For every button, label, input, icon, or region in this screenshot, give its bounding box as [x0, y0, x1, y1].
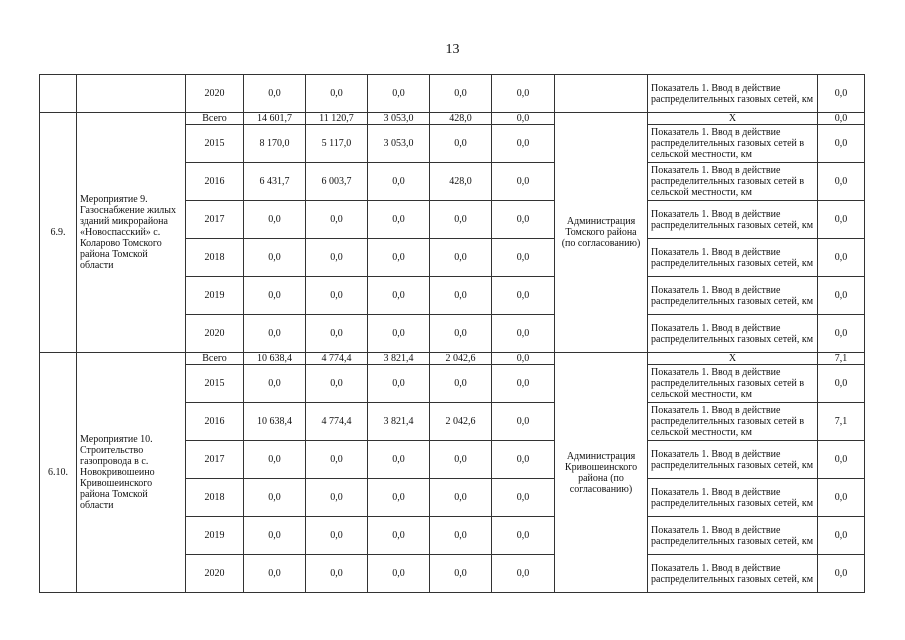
regional-cell: 0,0: [368, 517, 430, 555]
total-cell: 0,0: [244, 365, 306, 403]
regional-cell: 0,0: [368, 239, 430, 277]
indicator-cell: Показатель 1. Ввод в действие распределительных газовых сетей, км: [648, 277, 818, 315]
indicator-cell: Показатель 1. Ввод в действие распределительных газовых сетей, км: [648, 479, 818, 517]
local-cell: 428,0: [430, 163, 492, 201]
indicator-value-cell: 0,0: [818, 163, 865, 201]
indicator-cell: Показатель 1. Ввод в действие распределительных газовых сетей в сельской местности, км: [648, 125, 818, 163]
federal-cell: 0,0: [306, 239, 368, 277]
regional-cell: 3 053,0: [368, 113, 430, 125]
total-cell: 0,0: [244, 201, 306, 239]
other-cell: 0,0: [492, 315, 555, 353]
year-cell: 2018: [186, 239, 244, 277]
total-cell: 14 601,7: [244, 113, 306, 125]
other-cell: 0,0: [492, 365, 555, 403]
other-cell: 0,0: [492, 441, 555, 479]
regional-cell: 0,0: [368, 75, 430, 113]
year-cell: 2019: [186, 277, 244, 315]
regional-cell: 3 053,0: [368, 125, 430, 163]
other-cell: 0,0: [492, 201, 555, 239]
total-cell: 10 638,4: [244, 353, 306, 365]
total-cell: 0,0: [244, 75, 306, 113]
executor-cell: [555, 75, 648, 113]
year-cell: 2020: [186, 555, 244, 593]
executor-cell: Администрация Томского района (по согласованию): [555, 113, 648, 353]
activity-name: Мероприятие 10. Строительство газопровода в с. Новокривошеино Кривошеинского района Томской области: [77, 353, 186, 593]
indicator-value-cell: 0,0: [818, 555, 865, 593]
local-cell: 0,0: [430, 441, 492, 479]
federal-cell: 0,0: [306, 365, 368, 403]
table-body: [40, 75, 865, 593]
name-cell: [77, 75, 186, 113]
indicator-cell: X: [648, 353, 818, 365]
local-cell: 0,0: [430, 75, 492, 113]
other-cell: 0,0: [492, 277, 555, 315]
federal-cell: 4 774,4: [306, 403, 368, 441]
year-cell: 2015: [186, 365, 244, 403]
indicator-cell: Показатель 1. Ввод в действие распределительных газовых сетей, км: [648, 239, 818, 277]
year-cell: 2017: [186, 441, 244, 479]
total-cell: 0,0: [244, 441, 306, 479]
total-cell: 0,0: [244, 277, 306, 315]
table-row: [40, 353, 865, 365]
total-cell: 0,0: [244, 315, 306, 353]
other-cell: 0,0: [492, 517, 555, 555]
total-cell: 0,0: [244, 239, 306, 277]
page-number: 13: [445, 42, 460, 57]
total-cell: 0,0: [244, 555, 306, 593]
indicator-cell: Показатель 1. Ввод в действие распределительных газовых сетей, км: [648, 441, 818, 479]
indicator-value-cell: 0,0: [818, 75, 865, 113]
year-cell: 2016: [186, 403, 244, 441]
local-cell: 428,0: [430, 113, 492, 125]
federal-cell: 0,0: [306, 201, 368, 239]
indicator-cell: Показатель 1. Ввод в действие распределительных газовых сетей, км: [648, 75, 818, 113]
total-cell: 0,0: [244, 517, 306, 555]
local-cell: 0,0: [430, 365, 492, 403]
federal-cell: 0,0: [306, 441, 368, 479]
regional-cell: 3 821,4: [368, 403, 430, 441]
indicator-value-cell: 0,0: [818, 113, 865, 125]
regional-cell: 0,0: [368, 315, 430, 353]
indicator-value-cell: 0,0: [818, 277, 865, 315]
indicator-cell: Показатель 1. Ввод в действие распределительных газовых сетей, км: [648, 555, 818, 593]
year-cell: Всего: [186, 353, 244, 365]
total-cell: 6 431,7: [244, 163, 306, 201]
indicator-value-cell: 0,0: [818, 365, 865, 403]
federal-cell: 6 003,7: [306, 163, 368, 201]
local-cell: 0,0: [430, 201, 492, 239]
regional-cell: 3 821,4: [368, 353, 430, 365]
indicator-cell: Показатель 1. Ввод в действие распределительных газовых сетей, км: [648, 315, 818, 353]
indicator-value-cell: 0,0: [818, 125, 865, 163]
indicator-value-cell: 0,0: [818, 239, 865, 277]
other-cell: 0,0: [492, 353, 555, 365]
local-cell: 0,0: [430, 315, 492, 353]
table-row: [40, 75, 865, 113]
other-cell: 0,0: [492, 163, 555, 201]
indicator-value-cell: 0,0: [818, 441, 865, 479]
indicator-cell: Показатель 1. Ввод в действие распределительных газовых сетей в сельской местности, км: [648, 163, 818, 201]
total-cell: 8 170,0: [244, 125, 306, 163]
other-cell: 0,0: [492, 479, 555, 517]
total-cell: 10 638,4: [244, 403, 306, 441]
local-cell: 0,0: [430, 555, 492, 593]
other-cell: 0,0: [492, 125, 555, 163]
total-cell: 0,0: [244, 479, 306, 517]
year-cell: 2017: [186, 201, 244, 239]
year-cell: 2020: [186, 315, 244, 353]
indicator-value-cell: 0,0: [818, 201, 865, 239]
federal-cell: 11 120,7: [306, 113, 368, 125]
local-cell: 0,0: [430, 239, 492, 277]
program-table: [39, 74, 865, 593]
federal-cell: 0,0: [306, 75, 368, 113]
federal-cell: 5 117,0: [306, 125, 368, 163]
other-cell: 0,0: [492, 239, 555, 277]
indicator-value-cell: 0,0: [818, 517, 865, 555]
local-cell: 0,0: [430, 517, 492, 555]
other-cell: 0,0: [492, 75, 555, 113]
year-cell: 2019: [186, 517, 244, 555]
year-cell: 2020: [186, 75, 244, 113]
indicator-cell: Показатель 1. Ввод в действие распределительных газовых сетей в сельской местности, км: [648, 365, 818, 403]
regional-cell: 0,0: [368, 163, 430, 201]
other-cell: 0,0: [492, 555, 555, 593]
year-cell: 2018: [186, 479, 244, 517]
indicator-cell: Показатель 1. Ввод в действие распределительных газовых сетей в сельской местности, км: [648, 403, 818, 441]
section-index: 6.10.: [40, 353, 77, 593]
federal-cell: 0,0: [306, 517, 368, 555]
federal-cell: 0,0: [306, 315, 368, 353]
year-cell: 2015: [186, 125, 244, 163]
local-cell: 0,0: [430, 125, 492, 163]
indicator-value-cell: 0,0: [818, 315, 865, 353]
year-cell: 2016: [186, 163, 244, 201]
regional-cell: 0,0: [368, 441, 430, 479]
federal-cell: 0,0: [306, 555, 368, 593]
indicator-cell: Показатель 1. Ввод в действие распределительных газовых сетей, км: [648, 517, 818, 555]
regional-cell: 0,0: [368, 479, 430, 517]
indicator-value-cell: 7,1: [818, 403, 865, 441]
table-row: [40, 113, 865, 125]
regional-cell: 0,0: [368, 555, 430, 593]
indicator-value-cell: 7,1: [818, 353, 865, 365]
year-cell: Всего: [186, 113, 244, 125]
indicator-cell: X: [648, 113, 818, 125]
local-cell: 2 042,6: [430, 403, 492, 441]
other-cell: 0,0: [492, 113, 555, 125]
executor-cell: Администрация Кривошеинского района (по согласованию): [555, 353, 648, 593]
local-cell: 0,0: [430, 277, 492, 315]
local-cell: 2 042,6: [430, 353, 492, 365]
activity-name: Мероприятие 9. Газоснабжение жилых зданий микрорайона «Новоспасский» с. Коларово Томского района Томской области: [77, 113, 186, 353]
indicator-value-cell: 0,0: [818, 479, 865, 517]
federal-cell: 4 774,4: [306, 353, 368, 365]
other-cell: 0,0: [492, 403, 555, 441]
regional-cell: 0,0: [368, 201, 430, 239]
federal-cell: 0,0: [306, 479, 368, 517]
indicator-cell: Показатель 1. Ввод в действие распределительных газовых сетей, км: [648, 201, 818, 239]
local-cell: 0,0: [430, 479, 492, 517]
regional-cell: 0,0: [368, 365, 430, 403]
index-cell: [40, 75, 77, 113]
section-index: 6.9.: [40, 113, 77, 353]
federal-cell: 0,0: [306, 277, 368, 315]
regional-cell: 0,0: [368, 277, 430, 315]
